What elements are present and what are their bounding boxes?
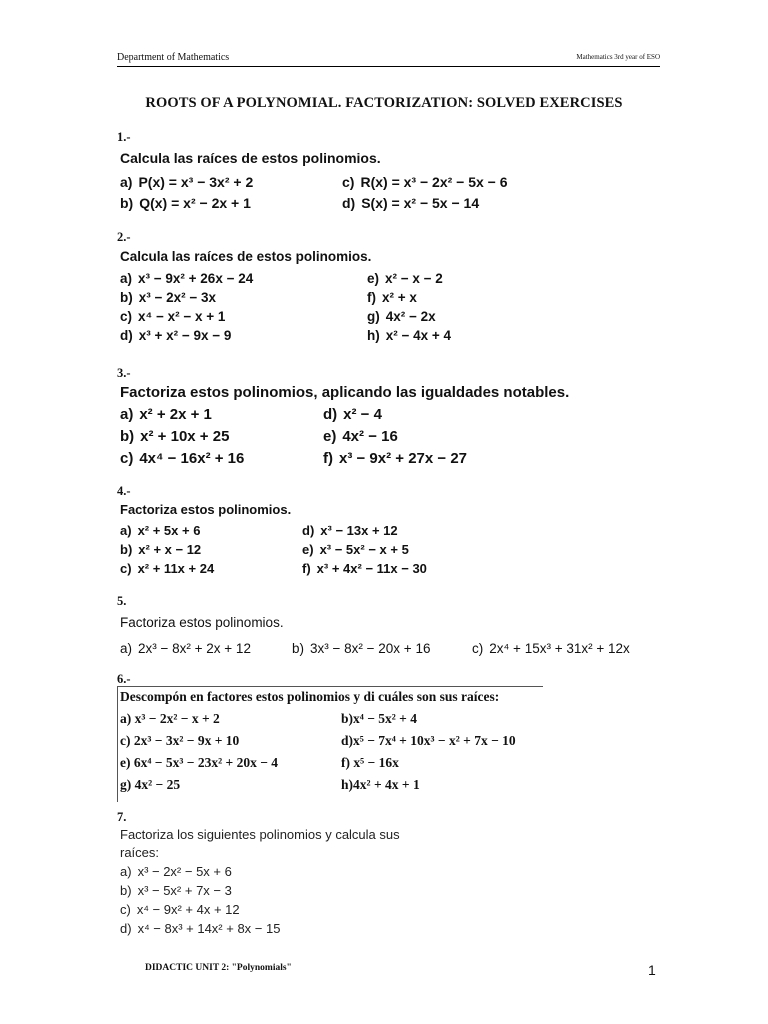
exercise-5-number: 5. bbox=[117, 594, 127, 608]
exercise-1-item-d bbox=[342, 195, 479, 211]
item-expression: x⁴ − x² − x + 1 bbox=[138, 309, 226, 324]
item-label: h) bbox=[341, 777, 354, 792]
item-expression: 2x⁴ + 15x³ + 31x² + 12x bbox=[489, 641, 630, 656]
item-expression: x³ − 9x² + 27x − 27 bbox=[339, 450, 468, 467]
item-label: b) bbox=[120, 428, 135, 445]
item-label: e) bbox=[323, 428, 337, 445]
item-expression: x² + 5x + 6 bbox=[137, 523, 201, 538]
exercise-4-instruction: Factoriza estos polinomios. bbox=[120, 502, 292, 517]
exercise-7-instruction-line-1: Factoriza los siguientes polinomios y calcula sus bbox=[120, 827, 400, 842]
item-expression: x³ − 2x² − 3x bbox=[138, 290, 217, 305]
exercise-2-item-f bbox=[367, 290, 417, 305]
item-label: e) bbox=[367, 271, 380, 286]
exercise-2-instruction: Calcula las raíces de estos polinomios. bbox=[120, 249, 372, 264]
exercise-3-item-c bbox=[120, 450, 244, 467]
exercise-2-item-b bbox=[120, 290, 216, 305]
item-label: a) bbox=[120, 711, 132, 726]
item-expression: x² + 2x + 1 bbox=[139, 406, 212, 423]
exercise-3-item-f bbox=[323, 450, 467, 467]
exercise-2-item-h bbox=[367, 328, 451, 343]
item-label: a) bbox=[120, 864, 132, 879]
item-label: c) bbox=[342, 174, 355, 190]
item-label: b) bbox=[120, 883, 132, 898]
item-expression: 4x² + 4x + 1 bbox=[353, 777, 420, 792]
exercise-6-item-e bbox=[120, 755, 278, 771]
item-expression: 4x⁴ − 16x² + 16 bbox=[139, 450, 245, 467]
item-label: b) bbox=[120, 290, 133, 305]
exercise-4-item-f bbox=[302, 561, 427, 576]
item-label: a) bbox=[120, 271, 133, 286]
item-label: f) bbox=[323, 450, 333, 467]
exercise-6-number: 6.- bbox=[117, 672, 131, 686]
item-expression: Q(x) = x² − 2x + 1 bbox=[139, 195, 251, 211]
exercise-6-item-a bbox=[120, 711, 220, 727]
item-label: c) bbox=[120, 561, 132, 576]
item-expression: 2x³ − 8x² + 2x + 12 bbox=[138, 641, 251, 656]
item-label: d) bbox=[341, 733, 354, 748]
exercise-6-instruction: Descompón en factores estos polinomios y di cuáles son sus raíces: bbox=[120, 689, 500, 704]
exercise-7-item-d bbox=[120, 921, 280, 936]
exercise-2-item-a bbox=[120, 271, 253, 286]
item-label: c) bbox=[120, 309, 133, 324]
item-label: c) bbox=[472, 641, 484, 656]
item-expression: x³ + x² − 9x − 9 bbox=[138, 328, 232, 343]
exercise-2-item-e bbox=[367, 271, 443, 286]
item-label: d) bbox=[342, 195, 356, 211]
exercise-2-number: 2.- bbox=[117, 230, 131, 244]
exercise-1-item-a bbox=[120, 174, 253, 190]
item-expression: x⁵ − 7x⁴ + 10x³ − x² + 7x − 10 bbox=[353, 733, 516, 748]
exercise-5-instruction: Factoriza estos polinomios. bbox=[120, 615, 284, 630]
item-label: a) bbox=[120, 406, 134, 423]
exercise-2-item-c bbox=[120, 309, 225, 324]
exercise-6-item-d bbox=[341, 733, 516, 749]
item-label: b) bbox=[292, 641, 305, 656]
item-expression: x³ + 4x² − 11x − 30 bbox=[316, 561, 427, 576]
item-label: c) bbox=[120, 733, 131, 748]
page-header bbox=[117, 50, 660, 67]
exercise-6-item-f bbox=[341, 755, 399, 771]
exercise-1-number: 1.- bbox=[117, 130, 131, 144]
item-label: c) bbox=[120, 450, 134, 467]
exercise-6-item-b bbox=[341, 711, 417, 727]
exercise-3-instruction: Factoriza estos polinomios, aplicando las igualdades notables. bbox=[120, 384, 570, 401]
exercise-5-item-a bbox=[120, 641, 251, 656]
exercise-1-instruction: Calcula las raíces de estos polinomios. bbox=[120, 150, 381, 166]
item-expression: x⁴ − 8x³ + 14x² + 8x − 15 bbox=[137, 921, 281, 936]
exercise-4-item-c bbox=[120, 561, 214, 576]
item-label: g) bbox=[367, 309, 380, 324]
exercise-4-number: 4.- bbox=[117, 484, 131, 498]
exercise-6-item-c bbox=[120, 733, 239, 749]
item-label: e) bbox=[120, 755, 131, 770]
item-expression: 4x² − 16 bbox=[342, 428, 398, 445]
item-expression: 4x² − 2x bbox=[385, 309, 436, 324]
exercise-7-number: 7. bbox=[117, 810, 127, 824]
exercise-4-item-a bbox=[120, 523, 200, 538]
exercise-4-item-d bbox=[302, 523, 398, 538]
exercise-3-item-b bbox=[120, 428, 229, 445]
item-label: e) bbox=[302, 542, 314, 557]
exercise-4-item-b bbox=[120, 542, 201, 557]
exercise-4-item-e bbox=[302, 542, 409, 557]
exercise-5-item-b bbox=[292, 641, 430, 656]
item-expression: x⁴ − 5x² + 4 bbox=[353, 711, 417, 726]
item-expression: x³ − 13x + 12 bbox=[320, 523, 398, 538]
item-expression: x³ − 5x² − x + 5 bbox=[319, 542, 409, 557]
item-expression: 4x² − 25 bbox=[134, 777, 181, 792]
exercise-5-item-c bbox=[472, 641, 630, 656]
page-title: ROOTS OF A POLYNOMIAL. FACTORIZATION: SOLVED EXERCISES bbox=[145, 95, 623, 111]
item-label: d) bbox=[120, 921, 132, 936]
item-label: b) bbox=[120, 542, 133, 557]
item-label: d) bbox=[302, 523, 315, 538]
item-label: a) bbox=[120, 174, 133, 190]
item-expression: x³ − 5x² + 7x − 3 bbox=[137, 883, 232, 898]
item-label: a) bbox=[120, 641, 133, 656]
exercise-1-item-b bbox=[120, 195, 251, 211]
exercise-2-item-d bbox=[120, 328, 231, 343]
item-expression: 2x³ − 3x² − 9x + 10 bbox=[133, 733, 240, 748]
item-expression: x² − x − 2 bbox=[385, 271, 443, 286]
item-label: a) bbox=[120, 523, 132, 538]
item-expression: x² − 4 bbox=[343, 406, 382, 423]
item-label: d) bbox=[120, 328, 133, 343]
exercise-6-item-h bbox=[341, 777, 420, 793]
item-label: h) bbox=[367, 328, 380, 343]
exercise-3-item-e bbox=[323, 428, 398, 445]
item-expression: x³ − 2x² − x + 2 bbox=[134, 711, 220, 726]
page-number: 1 bbox=[648, 962, 656, 978]
item-expression: x⁵ − 16x bbox=[353, 755, 399, 770]
item-expression: R(x) = x³ − 2x² − 5x − 6 bbox=[360, 174, 508, 190]
item-label: g) bbox=[120, 777, 132, 792]
item-expression: x² − 4x + 4 bbox=[385, 328, 452, 343]
exercise-7-item-c bbox=[120, 902, 240, 917]
item-label: d) bbox=[323, 406, 338, 423]
item-label: f) bbox=[367, 290, 376, 305]
item-expression: x³ − 9x² + 26x − 24 bbox=[138, 271, 254, 286]
footer-unit: DIDACTIC UNIT 2: "Polynomials" bbox=[145, 963, 292, 973]
course-label: Mathematics 3rd year of ESO bbox=[576, 53, 660, 61]
exercise-3-item-d bbox=[323, 406, 382, 423]
item-label: f) bbox=[341, 755, 350, 770]
item-expression: P(x) = x³ − 3x² + 2 bbox=[138, 174, 254, 190]
exercise-2-item-g bbox=[367, 309, 436, 324]
item-expression: 6x⁴ − 5x³ − 23x² + 20x − 4 bbox=[133, 755, 279, 770]
item-expression: x² + x − 12 bbox=[138, 542, 202, 557]
item-expression: x³ − 2x² − 5x + 6 bbox=[137, 864, 232, 879]
exercise-7-item-b bbox=[120, 883, 232, 898]
exercise-3-number: 3.- bbox=[117, 366, 131, 380]
item-label: c) bbox=[120, 902, 131, 917]
exercise-6-item-g bbox=[120, 777, 180, 793]
item-expression: x² + 11x + 24 bbox=[137, 561, 215, 576]
exercise-1-item-c bbox=[342, 174, 508, 190]
item-label: f) bbox=[302, 561, 311, 576]
item-label: b) bbox=[120, 195, 134, 211]
exercise-7-item-a bbox=[120, 864, 232, 879]
exercise-3-item-a bbox=[120, 406, 212, 423]
item-expression: x² + x bbox=[382, 290, 417, 305]
item-expression: x² + 10x + 25 bbox=[140, 428, 230, 445]
item-label: b) bbox=[341, 711, 354, 726]
department-label: Department of Mathematics bbox=[117, 52, 230, 63]
item-expression: S(x) = x² − 5x − 14 bbox=[361, 195, 480, 211]
item-expression: x⁴ − 9x² + 4x + 12 bbox=[136, 902, 240, 917]
exercise-7-instruction-line-2: raíces: bbox=[120, 845, 160, 860]
item-expression: 3x³ − 8x² − 20x + 16 bbox=[310, 641, 431, 656]
